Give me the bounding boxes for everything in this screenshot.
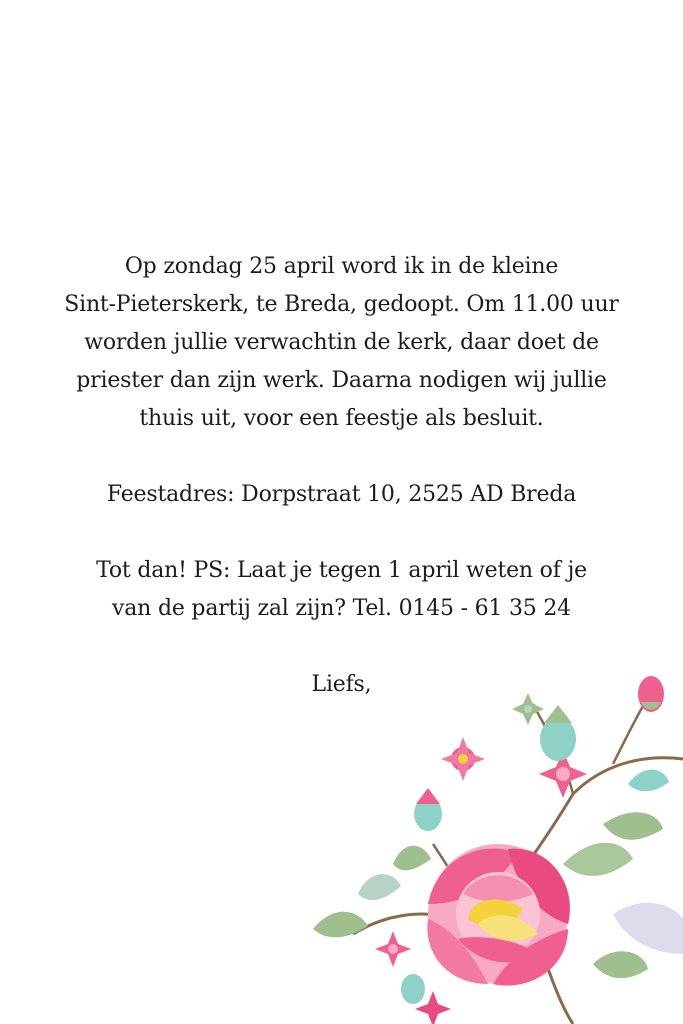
closing-line: van de partij zal zijn? Tel. 0145 - 61 35 24	[112, 596, 571, 621]
paragraph-line: Op zondag 25 april word ik in de kleine	[124, 254, 559, 279]
spacer	[40, 628, 643, 666]
paragraph-line: Sint-Pieterskerk, te Breda, gedoopt. Om 11.00 uur	[64, 292, 619, 317]
invitation-text	[40, 248, 643, 704]
closing-line: Tot dan! PS: Laat je tegen 1 april weten of je	[96, 558, 587, 583]
paragraph-line: thuis uit, voor een feestje als besluit.	[139, 406, 544, 431]
spacer	[40, 438, 643, 476]
floral-corner-icon	[313, 664, 683, 1024]
spacer	[40, 514, 643, 552]
signoff: Liefs,	[311, 672, 372, 697]
party-address: Feestadres: Dorpstraat 10, 2525 AD Breda	[106, 482, 577, 507]
paragraph-line: worden jullie verwachtin de kerk, daar doet de	[84, 330, 599, 355]
paragraph-line: priester dan zijn werk. Daarna nodigen wij jullie	[76, 368, 607, 393]
